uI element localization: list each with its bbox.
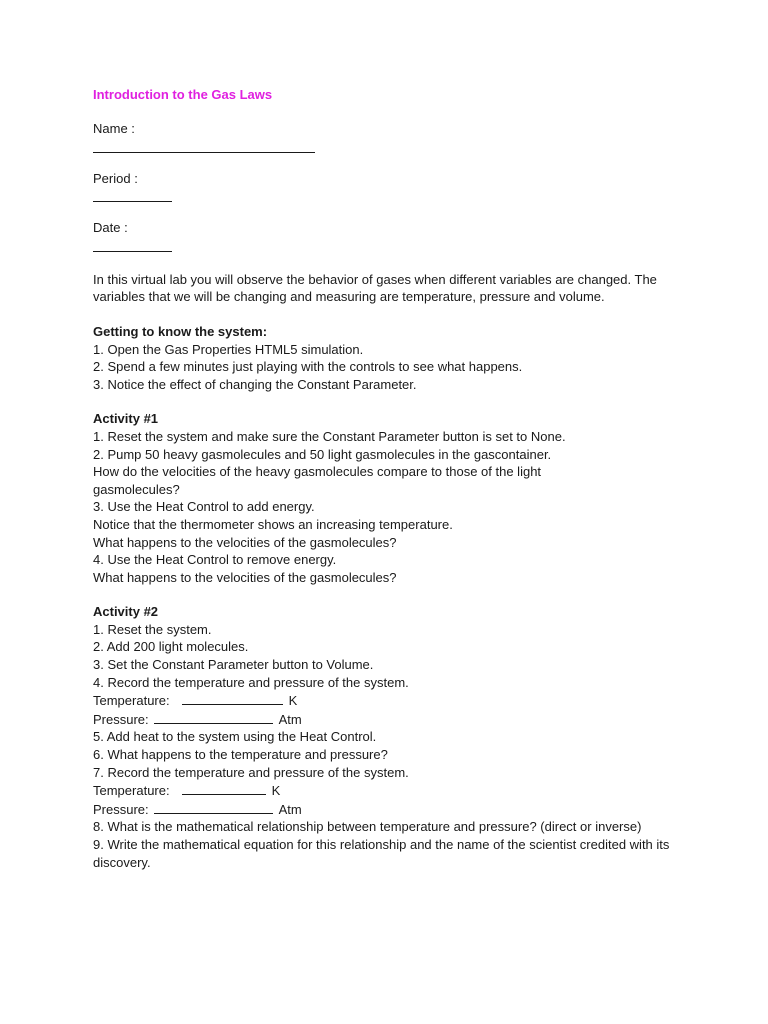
activity-1-heading: Activity #1 [93,411,159,427]
temperature-unit: K [288,693,298,709]
list-item: 8. What is the mathematical relationship between temperature and pressure? (direct or inverse) [93,819,642,835]
pressure-label: Pressure: [93,711,149,727]
list-item: How do the velocities of the heavy gasmolecules compare to those of the light gasmolecules? [93,464,542,497]
pressure-blank[interactable] [154,800,273,814]
name-label: Name : [93,121,135,136]
date-label: Date : [93,220,128,236]
period-label: Period : [93,170,138,186]
list-item: 3. Set the Constant Parameter button to Volume. [93,657,374,673]
list-item: 1. Reset the system and make sure the Constant Parameter button is set to None. [93,428,566,444]
list-item: 1. Reset the system. [93,621,212,637]
intro-paragraph: In this virtual lab you will observe the behavior of gases when different variables are changed. The variables that we will be changing and measuring are temperature, pressure and volume. [93,271,657,305]
pressure-unit: Atm [278,711,302,727]
pressure-blank[interactable] [154,710,273,724]
activity-2-heading: Activity #2 [93,604,159,620]
list-item: What happens to the velocities of the gasmolecules? [93,569,397,585]
list-item: 9. Write the mathematical equation for this relationship and the name of the scientist credited with its discovery. [93,837,670,870]
temperature-label: Temperature: [93,693,170,709]
pressure-label: Pressure: [93,801,149,817]
page-title: Introduction to the Gas Laws [93,87,273,102]
temperature-unit: K [271,783,281,799]
pressure-unit: Atm [278,801,302,817]
getting-to-know-heading: Getting to know the system: [93,323,268,339]
temperature-blank[interactable] [182,781,266,795]
list-item: What happens to the velocities of the gasmolecules? [93,534,397,550]
list-item: 2. Add 200 light molecules. [93,639,249,655]
list-item: 3. Use the Heat Control to add energy. [93,499,315,515]
list-item: 6. What happens to the temperature and pressure? [93,747,388,763]
period-blank-line [93,187,728,202]
temperature-label: Temperature: [93,783,170,799]
temperature-row-2 [93,781,728,800]
list-item: 7. Record the temperature and pressure of the system. [93,764,409,780]
pressure-row-2 [93,800,728,819]
list-item: 4. Record the temperature and pressure of the system. [93,674,409,690]
list-item: 3. Notice the effect of changing the Constant Parameter. [93,376,417,392]
list-item: 4. Use the Heat Control to remove energy. [93,552,337,568]
date-blank-line [93,237,728,252]
list-item: 1. Open the Gas Properties HTML5 simulation. [93,341,364,357]
list-item: 2. Pump 50 heavy gasmolecules and 50 light gasmolecules in the gascontainer. [93,446,552,462]
temperature-row-1 [93,691,728,710]
list-item: Notice that the thermometer shows an increasing temperature. [93,516,453,532]
temperature-blank[interactable] [182,691,283,705]
pressure-row-1 [93,710,728,729]
list-item: 5. Add heat to the system using the Heat Control. [93,729,377,745]
name-blank-line [93,138,728,153]
list-item: 2. Spend a few minutes just playing with the controls to see what happens. [93,359,523,375]
